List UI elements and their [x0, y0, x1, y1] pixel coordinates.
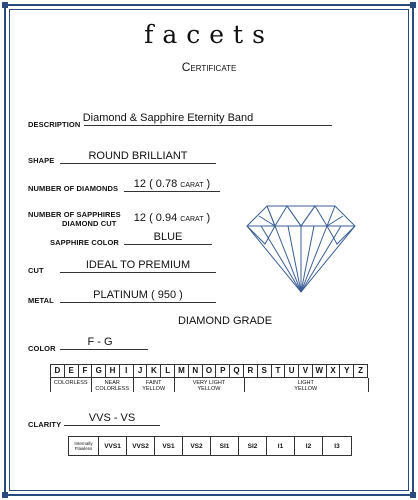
color-scale-cell: S	[258, 365, 272, 377]
diamond-cut-label: DIAMOND CUT	[62, 219, 117, 228]
sapphires-carat-unit: CARAT	[180, 216, 204, 223]
cut-label: CUT	[28, 266, 44, 275]
clarity-scale-cell: VS2	[183, 437, 211, 455]
color-scale-cell: O	[203, 365, 217, 377]
sapphires-label: NUMBER OF SAPPHIRES	[28, 210, 121, 219]
color-category	[174, 380, 243, 392]
color-scale-cell: I	[120, 365, 134, 377]
color-scale-cell: F	[79, 365, 93, 377]
sapphire-color-label: SAPPHIRE COLOR	[50, 238, 119, 247]
diamonds-label: NUMBER OF DIAMONDS	[28, 184, 119, 193]
metal-label: METAL	[28, 296, 54, 305]
clarity-scale-cell: VS1	[155, 437, 183, 455]
clarity-scale-cell: VVS1	[99, 437, 127, 455]
description-label: DESCRIPTION	[28, 120, 81, 129]
corner-ornament	[410, 492, 416, 498]
color-scale-cell: E	[65, 365, 79, 377]
color-scale-cell: N	[189, 365, 203, 377]
color-category-line1: LIGHT	[297, 380, 314, 386]
shape-value: ROUND BRILLIANT	[60, 150, 216, 164]
color-category-line2: YELLOW	[142, 386, 166, 392]
diamond-illustration-icon	[245, 198, 357, 294]
diamonds-carat-unit: CARAT	[180, 182, 204, 189]
brand-logo: facets	[144, 20, 274, 49]
color-scale-cell: Y	[340, 365, 354, 377]
color-scale-cell: L	[161, 365, 175, 377]
color-scale-cell: Z	[358, 366, 364, 375]
color-grade-text: F - G	[87, 336, 113, 348]
clarity-if-line1: Internally	[74, 441, 93, 446]
diamonds-close: )	[206, 178, 211, 190]
clarity-scale-cell: VVS2	[127, 437, 155, 455]
color-scale-cell: U	[285, 365, 299, 377]
clarity-scale-cell: I1	[267, 437, 295, 455]
corner-ornament	[410, 2, 416, 8]
diamonds-value	[124, 178, 220, 192]
color-category-line2: COLORLESS	[95, 386, 130, 392]
color-category	[133, 380, 174, 392]
corner-ornament	[2, 2, 8, 8]
color-category-line2: YELLOW	[294, 386, 318, 392]
corner-ornament	[2, 492, 8, 498]
color-scale-cell: H	[106, 365, 120, 377]
sapphire-color-value: BLUE	[124, 231, 212, 245]
color-scale-cell: G	[92, 365, 106, 377]
color-scale-cell: D	[51, 365, 65, 377]
sapphires-value	[124, 212, 220, 226]
category-divider	[368, 378, 369, 392]
clarity-scale-cell: SI2	[239, 437, 267, 455]
color-scale-cell: T	[272, 365, 286, 377]
certificate-title: Certificate	[181, 60, 237, 74]
color-value	[60, 336, 148, 350]
shape-label: SHAPE	[28, 156, 55, 165]
color-category-line1: COLORLESS	[53, 380, 88, 386]
color-scale-cell: J	[134, 365, 148, 377]
clarity-scale	[68, 436, 352, 456]
clarity-if-line2: Flawless	[74, 446, 93, 451]
color-label: COLOR	[28, 344, 56, 353]
color-scale-cell: R	[244, 365, 258, 377]
cut-value: IDEAL TO PREMIUM	[60, 259, 216, 273]
clarity-scale-cell: I3	[334, 442, 340, 450]
color-scale-cell: X	[327, 365, 341, 377]
description-value	[84, 112, 332, 126]
description-text: Diamond & Sapphire Eternity Band	[82, 112, 254, 124]
category-divider	[50, 378, 51, 392]
clarity-value: VVS - VS	[64, 412, 160, 426]
color-category	[244, 380, 368, 392]
color-category-line1: FAINT	[145, 380, 162, 386]
clarity-scale-cell: SI1	[211, 437, 239, 455]
clarity-cell-internally-flawless	[69, 437, 99, 455]
sapphires-close: )	[206, 212, 211, 224]
sapphires-count: 12 ( 0.94	[133, 212, 178, 224]
color-scale-cell: P	[216, 365, 230, 377]
color-scale	[50, 364, 368, 378]
color-scale-cell: V	[299, 365, 313, 377]
color-scale-cell: M	[175, 365, 189, 377]
color-scale-cell: Q	[230, 365, 244, 377]
clarity-label: CLARITY	[28, 420, 62, 429]
color-scale-cell: K	[147, 365, 161, 377]
color-category-line1: VERY LIGHT	[192, 380, 226, 386]
color-scale-cell: W	[313, 365, 327, 377]
color-category-line1: NEAR	[104, 380, 120, 386]
diamond-grade-title: DIAMOND GRADE	[177, 315, 273, 327]
clarity-scale-cell: I2	[295, 437, 323, 455]
metal-value: PLATINUM ( 950 )	[60, 289, 216, 303]
diamonds-count: 12 ( 0.78	[133, 178, 178, 190]
color-category	[91, 380, 132, 392]
color-category-line2: YELLOW	[197, 386, 221, 392]
color-category	[50, 380, 91, 386]
